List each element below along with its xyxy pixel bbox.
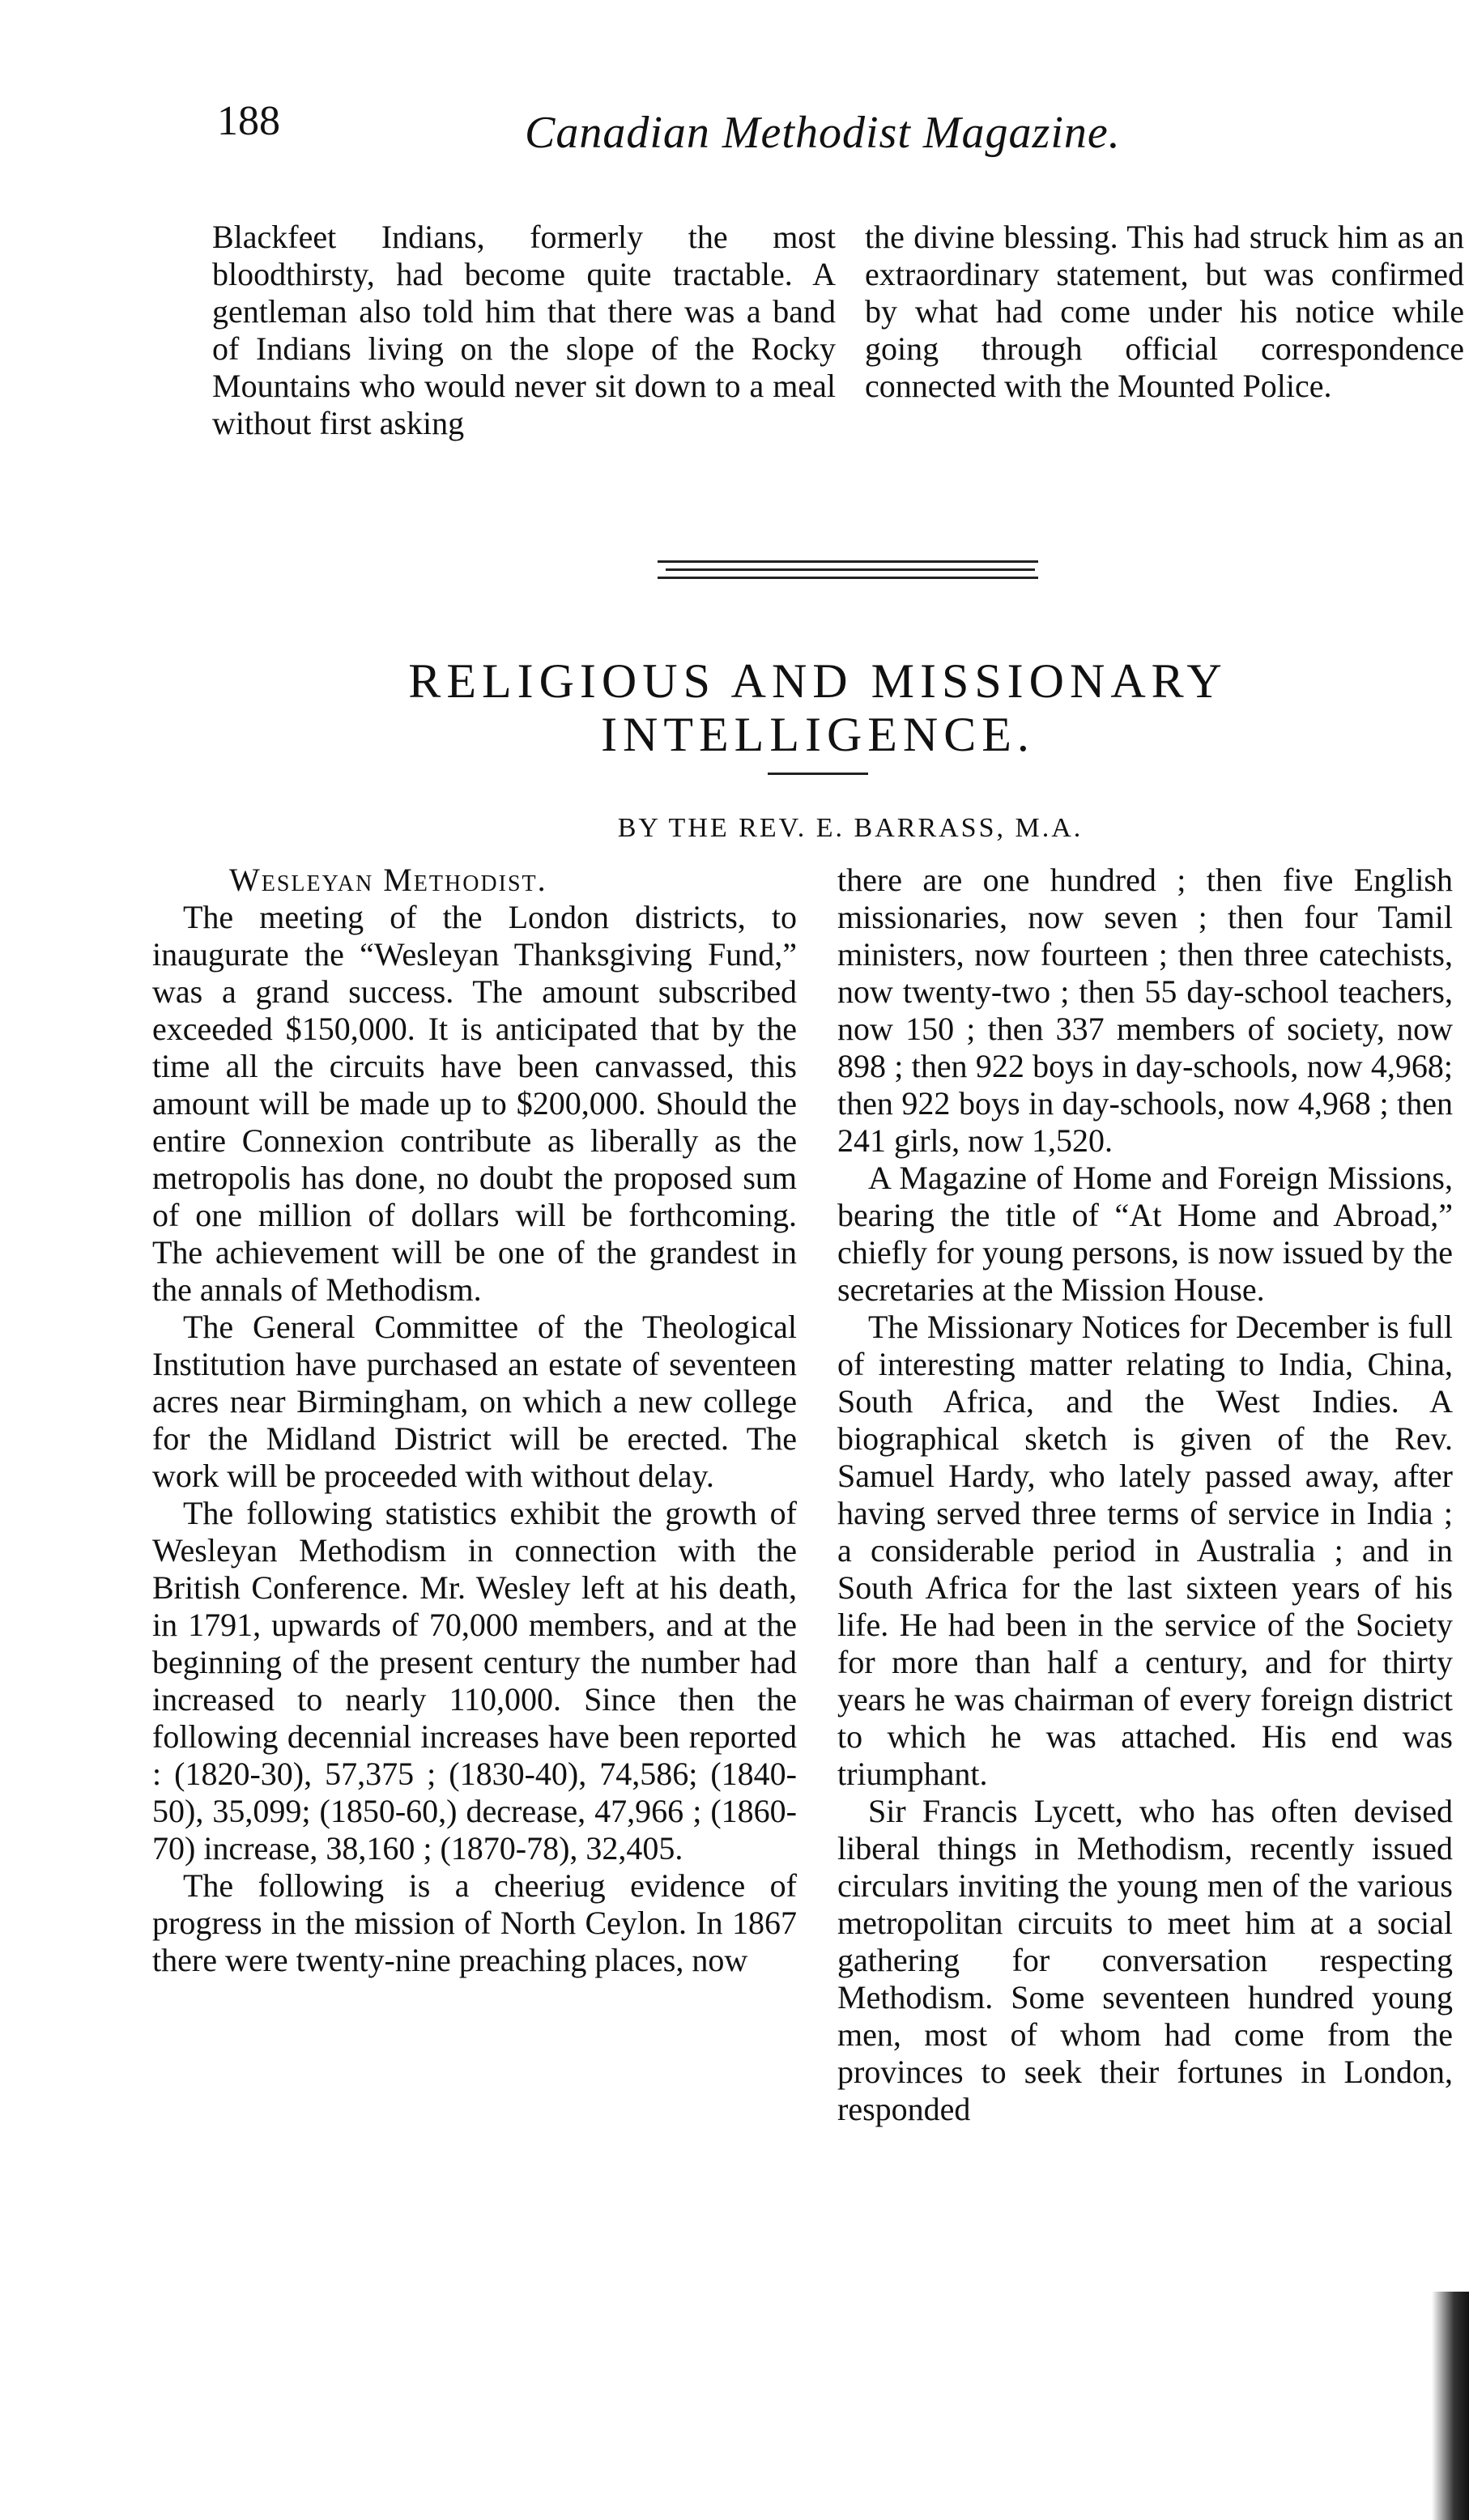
continuation-right-text: the divine blessing. This had struck him as an extraordinary statement, but was confirmed by what had come under his notice while going through official correspondence connected with the Mounted Police. — [865, 219, 1464, 404]
section-divider-line-3 — [658, 577, 1038, 579]
paragraph-ceylon-start: The following is a cheeriug evidence of progress in the mission of North Ceylon. In 1867 there were twenty-nine preaching places, now — [152, 1867, 797, 1978]
running-title: Canadian Methodist Magazine. — [525, 108, 1121, 158]
paragraph-ceylon-continued: there are one hundred ; then five English missionaries, now seven ; then four Tamil ministers, now fourteen ; then three catechists, now twenty-two ; then 55 day-school teachers, now 150 ; then 337 members of society, now 898 ; then 922 boys in day-schools, now 4,968; then 922 boys in day-schools, now 4,968 ; then 241 girls, now 1,520. — [837, 862, 1453, 1159]
scan-edge-shadow — [1432, 2292, 1469, 2520]
paragraph-birmingham-college: The General Committee of the Theological Institution have purchased an estate of seventeen acres near Birmingham, on which a new college for the Midland District will be erected. The work will be proceeded with without delay. — [152, 1309, 797, 1494]
continuation-left-text: Blackfeet Indians, formerly the most bloodthirsty, had become quite tractable. A gentleman also told him that there was a band of Indians living on the slope of the Rocky Mountains who would never sit down to a meal without first asking — [212, 219, 836, 441]
continuation-right-column — [865, 219, 1464, 405]
section-title: RELIGIOUS AND MISSIONARY INTELLIGENCE. — [408, 654, 1228, 761]
title-rule — [768, 773, 868, 775]
paragraph-statistics: The following statistics exhibit the growth of Wesleyan Methodism in connection with the British Conference. Mr. Wesley left at his death, in 1791, upwards of 70,000 members, and at the beginning of the present century the number had increased to nearly 110,000. Since then the following decennial increases have been reported : (1820-30), 57,375 ; (1830-40), 74,586; (1840-50), 35,099; (1850-60,) decrease, 47,966 ; (1860-70) increase, 38,160 ; (1870-78), 32,405. — [152, 1495, 797, 1867]
main-right-column — [837, 862, 1453, 2128]
subhead-wesleyan: Wesleyan Methodist. — [229, 862, 547, 898]
paragraph-london-fund: The meeting of the London districts, to inaugurate the “Wesleyan Thanksgiving Fund,” was a grand success. The amount subscribed exceeded $150,000. It is anticipated that by the time all the circuits have been canvassed, this amount will be made up to $200,000. Should the entire Connexion contribute as liberally as the metropolis has done, no doubt the proposed sum of one million of dollars will be forthcoming. The achievement will be one of the grandest in the annals of Methodism. — [152, 899, 797, 1308]
page-number: 188 — [217, 98, 280, 144]
section-divider-line-2 — [666, 568, 1035, 571]
section-divider-line-1 — [658, 560, 1038, 563]
main-left-column — [152, 862, 797, 1979]
paragraph-missionary-notices: The Missionary Notices for December is full of interesting matter relating to India, China, South Africa, and the West Indies. A biographical sketch is given of the Rev. Samuel Hardy, who lately passed away, after having served three terms of service in India ; a considerable period in Australia ; and in South Africa for the last sixteen years of his life. He had been in the service of the Society for more than half a century, and for thirty years he was chairman of every foreign district to which he was attached. His end was triumphant. — [837, 1309, 1453, 1792]
paragraph-magazine: A Magazine of Home and Foreign Missions, bearing the title of “At Home and Abroad,” chiefly for young persons, is now issued by the secretaries at the Mission House. — [837, 1160, 1453, 1308]
paragraph-lycett: Sir Francis Lycett, who has often devised liberal things in Methodism, recently issued circulars inviting the young men of the various metropolitan circuits to meet him at a social gathering for conversation respecting Methodism. Some seventeen hundred young men, most of whom had come from the provinces to seek their fortunes in London, responded — [837, 1793, 1453, 2127]
byline: BY THE REV. E. BARRASS, M.A. — [617, 813, 1084, 843]
page-header — [217, 97, 1221, 186]
continuation-left-column — [212, 219, 836, 442]
